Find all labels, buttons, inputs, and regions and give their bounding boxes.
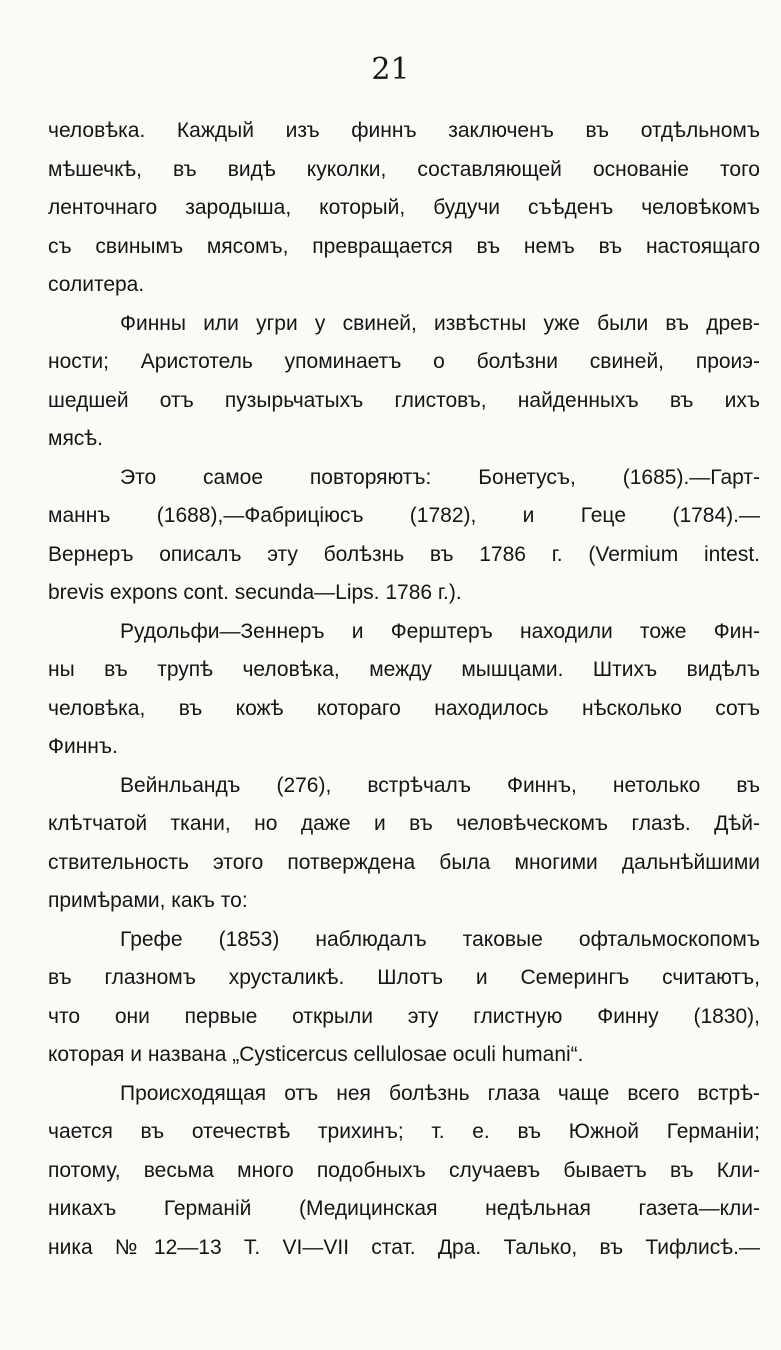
text-line: Финны или угри у свиней, извѣстны уже были въ древ-: [120, 311, 760, 335]
text-line: ствительность этого потверждена была многими дальнѣйшими: [48, 850, 760, 874]
text-line: въ глазномъ хрусталикѣ. Шлотъ и Семерингъ считаютъ,: [48, 966, 760, 989]
text-line: человѣка, въ кожѣ котораго находилось нѣсколько сотъ: [48, 696, 760, 720]
text-line: Грефе (1853) наблюдалъ таковые офтальмоскопомъ: [120, 927, 760, 951]
text-line: никахъ Германій (Медицинская недѣльная газета—кли-: [48, 1197, 760, 1220]
text-line: ленточнаго зародыша, который, будучи съѣденъ человѣкомъ: [48, 196, 760, 219]
body-text: [48, 112, 760, 1267]
text-line: мясѣ.: [48, 427, 104, 450]
text-line: что они первые открыли эту глистную Финну (1830),: [48, 1004, 760, 1028]
text-line: потому, весьма много подобныхъ случаевъ бываетъ въ Кли-: [48, 1158, 760, 1182]
text-line: человѣка. Каждый изъ финнъ заключенъ въ отдѣльномъ: [48, 119, 760, 142]
text-line: Вейнльандъ (276), встрѣчалъ Финнъ, нетолько въ: [120, 773, 760, 797]
text-line: Рудольфи—Зеннеръ и Ферштеръ находили тоже Фин-: [120, 619, 760, 643]
text-line: клѣтчатой ткани, но даже и въ человѣческомъ глазѣ. Дѣй-: [48, 812, 760, 835]
text-line: мѣшечкѣ, въ видѣ куколки, составляющей основаніе того: [48, 157, 760, 181]
text-line: brevis expons cont. secunda—Lips. 1786 г.).: [48, 581, 462, 604]
text-line: шедшей отъ пузырьчатыхъ глистовъ, найденныхъ въ ихъ: [48, 388, 760, 412]
text-line: солитера.: [48, 273, 145, 296]
text-line: примѣрами, какъ то:: [48, 889, 248, 912]
text-line: Это самое повторяютъ: Бонетусъ, (1685).—Гарт-: [120, 465, 760, 489]
text-line: которая и названа „Cysticercus cellulosae oculi humani“.: [48, 1043, 584, 1066]
text-line: Вернеръ описалъ эту болѣзнь въ 1786 г. (Vermium intest.: [48, 542, 760, 566]
text-line: маннъ (1688),—Фабриціюсъ (1782), и Гецe (1784).—: [48, 504, 760, 527]
text-line: ны въ трупѣ человѣка, между мышцами. Штихъ видѣлъ: [48, 658, 760, 681]
text-line: Финнъ.: [48, 735, 118, 758]
text-line: Происходящая отъ нея болѣзнь глаза чаще всего встрѣ-: [120, 1081, 760, 1105]
text-line: чается въ отечествѣ трихинъ; т. е. въ Южной Германіи;: [48, 1120, 760, 1143]
page-number: 21: [371, 52, 410, 87]
text-line: ности; Аристотель упоминаетъ о болѣзни свиней, проиэ-: [48, 350, 760, 373]
text-line: ника №12—13 Т. VI—VII стат. Дра. Талько, въ Тифлисѣ.—: [48, 1235, 760, 1259]
text-line: съ свинымъ мясомъ, превращается въ немъ въ настоящаго: [48, 234, 760, 258]
